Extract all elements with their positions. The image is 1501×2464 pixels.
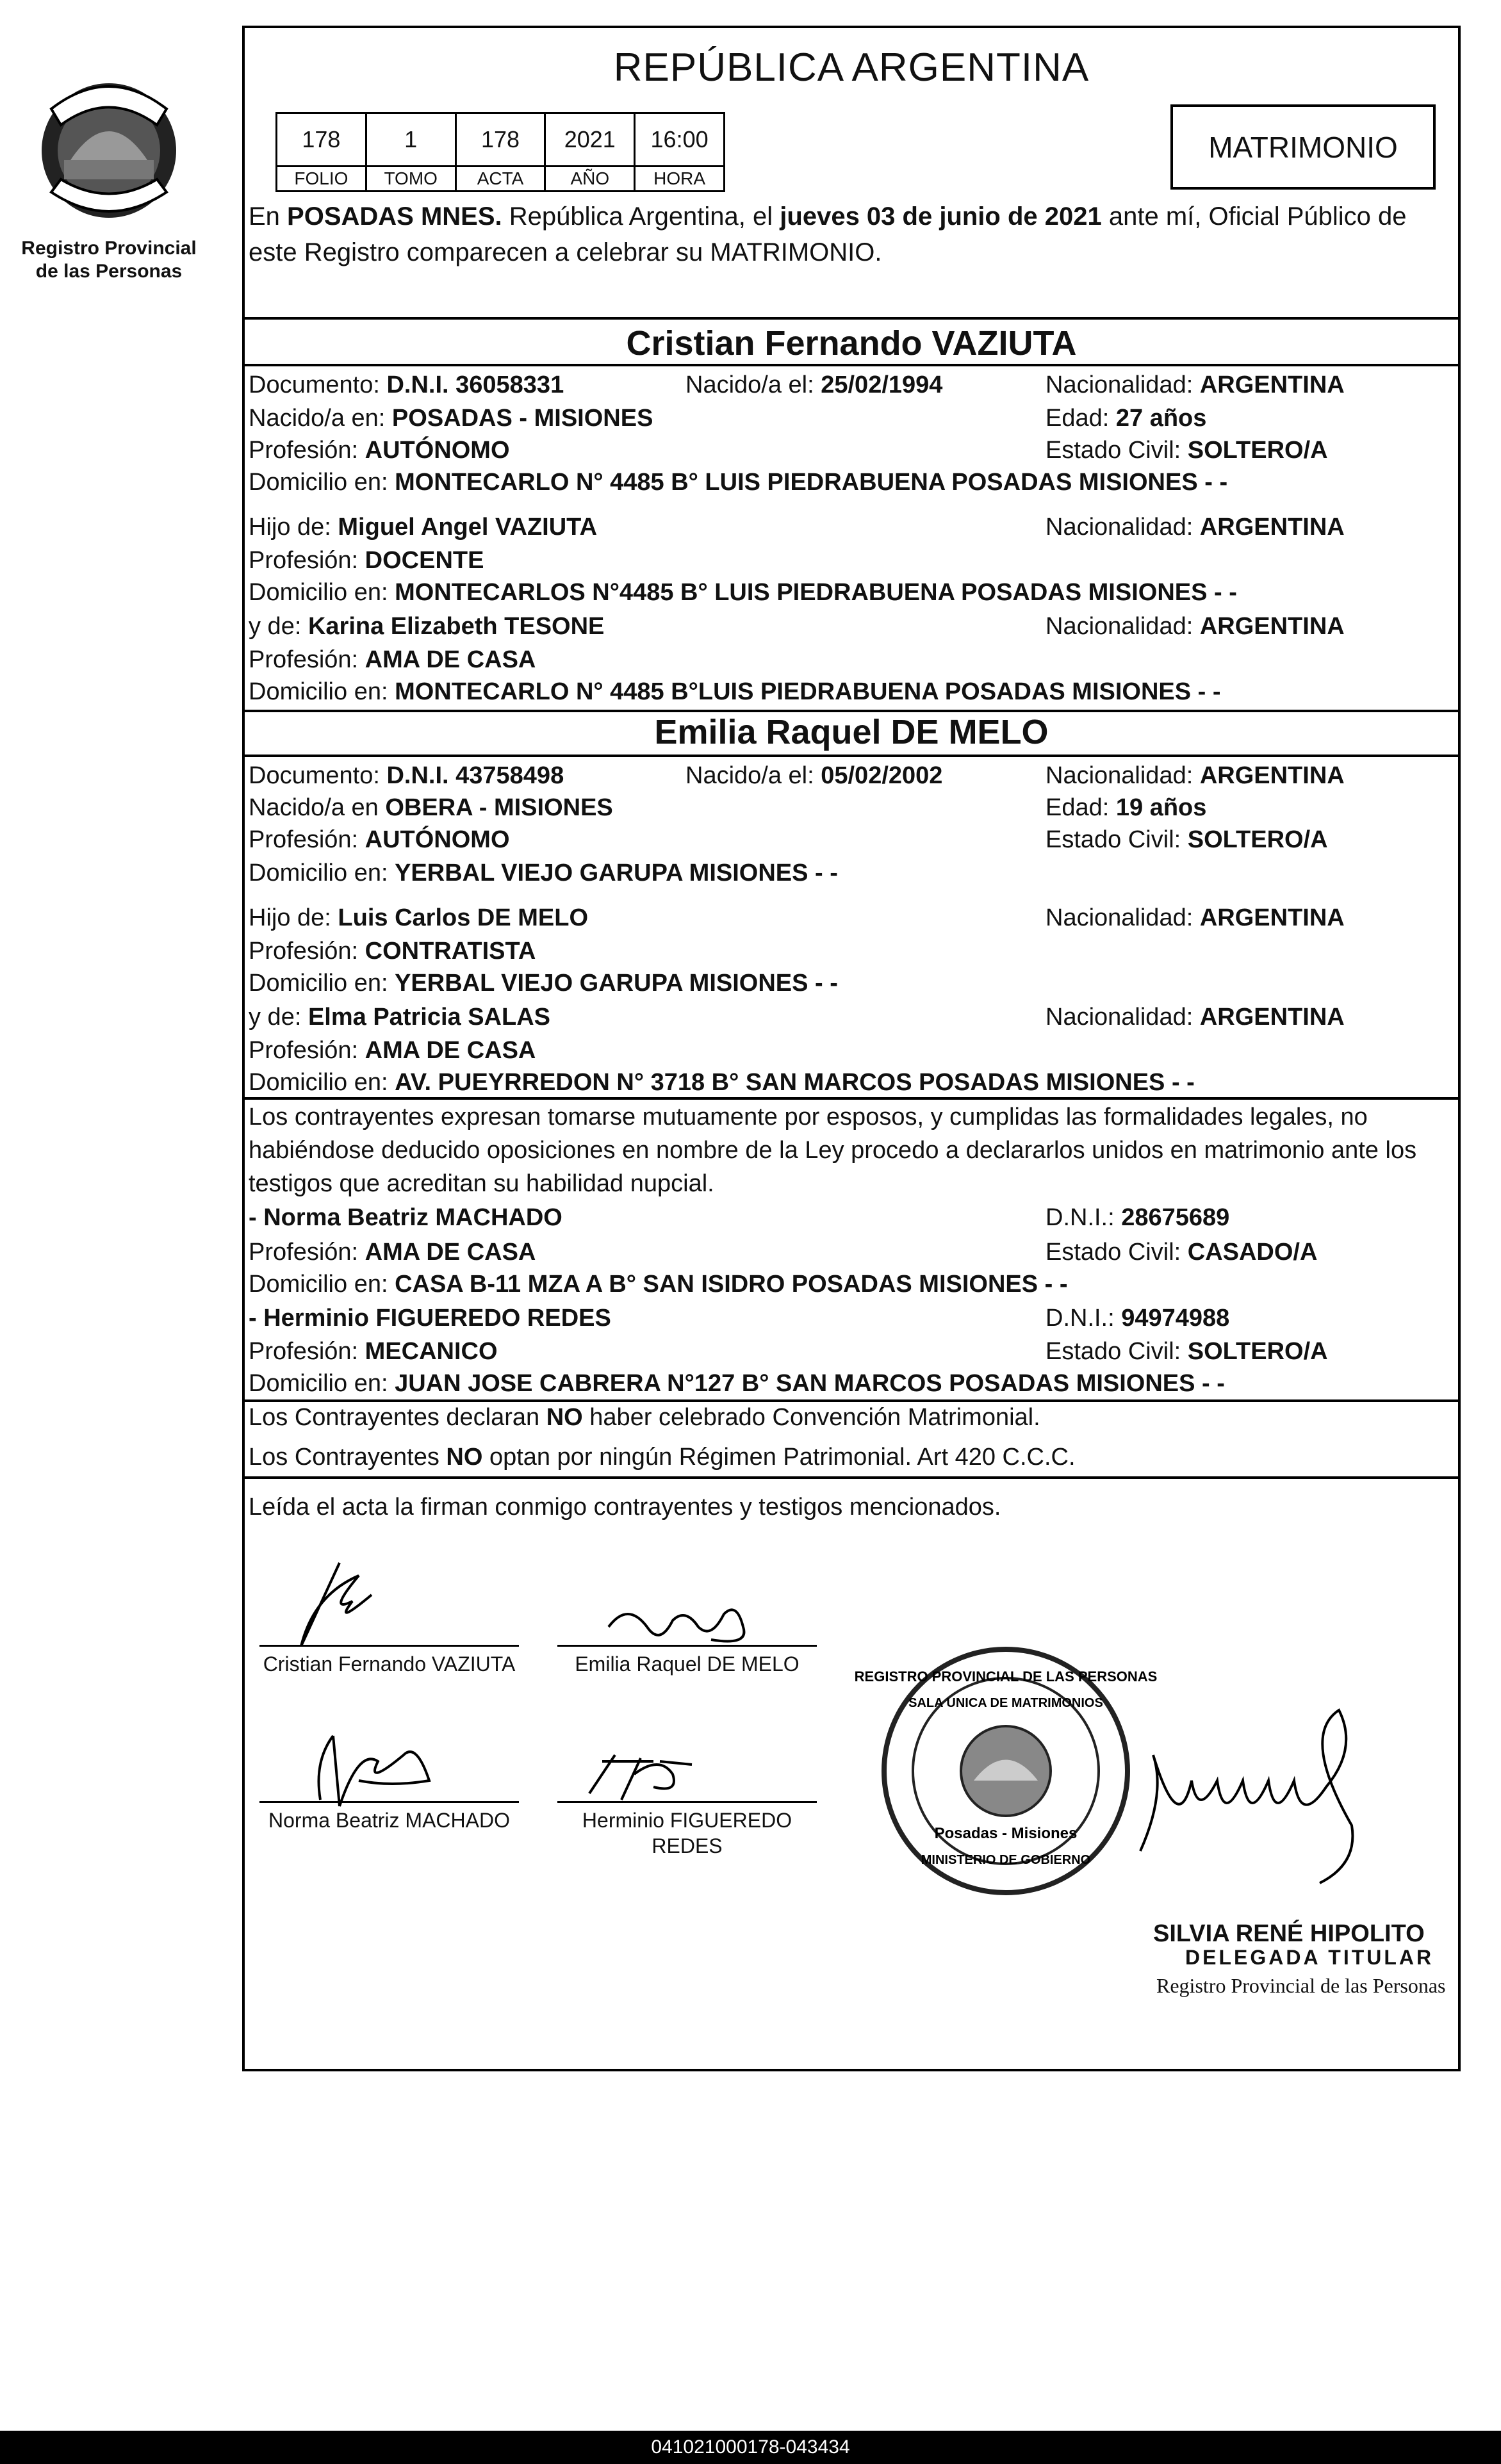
witness2-profesion: Profesión: MECANICO bbox=[249, 1338, 498, 1365]
witness1-profesion: Profesión: AMA DE CASA bbox=[249, 1239, 536, 1266]
signature-caption-spouse2: Emilia Raquel DE MELO bbox=[575, 1652, 800, 1676]
witness1-name: - Norma Beatriz MACHADO bbox=[249, 1204, 562, 1231]
spouse1-nacionalidad: Nacionalidad: ARGENTINA bbox=[1046, 371, 1345, 398]
spouse2-nacido-en: Nacido/a en OBERA - MISIONES bbox=[249, 794, 613, 821]
divider bbox=[242, 755, 1461, 757]
signature-witness2 bbox=[577, 1749, 705, 1809]
signature-caption-spouse1: Cristian Fernando VAZIUTA bbox=[263, 1652, 516, 1676]
spouse2-father-nacionalidad: Nacionalidad: ARGENTINA bbox=[1046, 904, 1345, 931]
spouse2-father-profesion: Profesión: CONTRATISTA bbox=[249, 938, 536, 965]
divider bbox=[242, 317, 1461, 320]
spouse2-nacido-el: Nacido/a el: 05/02/2002 bbox=[685, 762, 943, 789]
spouse1-name: Cristian Fernando VAZIUTA bbox=[626, 324, 1077, 363]
spouse1-mother: y de: Karina Elizabeth TESONE bbox=[249, 613, 605, 640]
officer-title: DELEGADA TITULAR bbox=[1185, 1946, 1434, 1969]
acta-cell: 178 ACTA bbox=[457, 114, 546, 190]
signature-line bbox=[259, 1801, 519, 1803]
spouse2-edad: Edad: 19 años bbox=[1046, 794, 1207, 821]
divider bbox=[242, 364, 1461, 366]
spouse1-nacido-el: Nacido/a el: 25/02/1994 bbox=[685, 371, 943, 398]
spouse1-mother-profesion: Profesión: AMA DE CASA bbox=[249, 646, 536, 673]
province-seal-logo bbox=[26, 64, 192, 231]
spouse2-father-domicilio: Domicilio en: YERBAL VIEJO GARUPA MISIONES - - bbox=[249, 970, 838, 997]
page-title: REPÚBLICA ARGENTINA bbox=[613, 45, 1090, 90]
witness1-dni: D.N.I.: 28675689 bbox=[1046, 1204, 1230, 1231]
spouse2-documento: Documento: D.N.I. 43758498 bbox=[249, 762, 564, 789]
spouse1-nacido-en: Nacido/a en: POSADAS - MISIONES bbox=[249, 405, 653, 432]
spouse2-estado-civil: Estado Civil: SOLTERO/A bbox=[1046, 826, 1328, 853]
spouse1-edad: Edad: 27 años bbox=[1046, 405, 1207, 432]
record-fields-table bbox=[275, 112, 725, 192]
divider bbox=[242, 1476, 1461, 1479]
spouse2-mother-domicilio: Domicilio en: AV. PUEYRREDON N° 3718 B° SAN MARCOS POSADAS MISIONES - - bbox=[249, 1069, 1195, 1096]
spouse1-documento: Documento: D.N.I. 36058331 bbox=[249, 371, 564, 398]
spouse1-mother-nacionalidad: Nacionalidad: ARGENTINA bbox=[1046, 613, 1345, 640]
svg-text:SALA UNICA DE MATRIMONIOS: SALA UNICA DE MATRIMONIOS bbox=[908, 1696, 1103, 1710]
witness1-domicilio: Domicilio en: CASA B-11 MZA A B° SAN ISIDRO POSADAS MISIONES - - bbox=[249, 1271, 1068, 1298]
spouse2-nacionalidad: Nacionalidad: ARGENTINA bbox=[1046, 762, 1345, 789]
witness2-dni: D.N.I.: 94974988 bbox=[1046, 1305, 1230, 1332]
regime-clause: Los Contrayentes NO optan por ningún Régimen Patrimonial. Art 420 C.C.C. bbox=[249, 1444, 1076, 1471]
barcode-footer: 041021000178-043434 bbox=[0, 2431, 1501, 2464]
signature-line bbox=[557, 1801, 817, 1803]
officer-name: SILVIA RENÉ HIPOLITO bbox=[1153, 1920, 1425, 1947]
closing-statement: Leída el acta la firman conmigo contrayentes y testigos mencionados. bbox=[249, 1494, 1001, 1521]
divider bbox=[242, 1399, 1461, 1402]
registry-label: Registro Provincial de las Personas bbox=[21, 238, 197, 282]
spouse1-father: Hijo de: Miguel Angel VAZIUTA bbox=[249, 514, 598, 541]
spouse1-father-nacionalidad: Nacionalidad: ARGENTINA bbox=[1046, 514, 1345, 541]
witness1-estado-civil: Estado Civil: CASADO/A bbox=[1046, 1239, 1318, 1266]
signature-caption-witness2: Herminio FIGUEREDO REDES bbox=[582, 1809, 792, 1857]
witness2-estado-civil: Estado Civil: SOLTERO/A bbox=[1046, 1338, 1328, 1365]
spouse2-mother-nacionalidad: Nacionalidad: ARGENTINA bbox=[1046, 1004, 1345, 1031]
officer-office: Registro Provincial de las Personas bbox=[1156, 1974, 1446, 1997]
spouse2-father: Hijo de: Luis Carlos DE MELO bbox=[249, 904, 589, 931]
spouse1-estado-civil: Estado Civil: SOLTERO/A bbox=[1046, 437, 1328, 464]
spouse1-mother-domicilio: Domicilio en: MONTECARLO N° 4485 B°LUIS PIEDRABUENA POSADAS MISIONES - - bbox=[249, 678, 1221, 705]
spouse1-father-domicilio: Domicilio en: MONTECARLOS N°4485 B° LUIS PIEDRABUENA POSADAS MISIONES - - bbox=[249, 579, 1237, 606]
svg-text:REGISTRO PROVINCIAL DE LAS PER: REGISTRO PROVINCIAL DE LAS PERSONAS bbox=[854, 1669, 1158, 1685]
signature-line bbox=[557, 1645, 817, 1647]
signature-spouse1 bbox=[263, 1556, 391, 1656]
spouse2-mother-profesion: Profesión: AMA DE CASA bbox=[249, 1037, 536, 1064]
spouse1-father-profesion: Profesión: DOCENTE bbox=[249, 547, 484, 574]
declaration-paragraph: Los contrayentes expresan tomarse mutuamente por esposos, y cumplidas las formalidades legales, no habiéndose deducido oposiciones en nombre de la Ley procedo a declararlos unidos en matrimonio ante los testigos que acreditan su habilidad nupcial. bbox=[249, 1104, 1417, 1197]
spouse2-mother: y de: Elma Patricia SALAS bbox=[249, 1004, 550, 1031]
hora-cell: 16:00 HORA bbox=[636, 114, 723, 190]
convention-clause: Los Contrayentes declaran NO haber celebrado Convención Matrimonial. bbox=[249, 1404, 1040, 1431]
svg-text:MINISTERIO DE GOBIERNO: MINISTERIO DE GOBIERNO bbox=[921, 1853, 1091, 1867]
signature-officer bbox=[1128, 1697, 1409, 1893]
spouse2-name: Emilia Raquel DE MELO bbox=[654, 713, 1049, 751]
spouse2-profesion: Profesión: AUTÓNOMO bbox=[249, 826, 510, 853]
witness2-domicilio: Domicilio en: JUAN JOSE CABRERA N°127 B° SAN MARCOS POSADAS MISIONES - - bbox=[249, 1370, 1225, 1397]
divider bbox=[242, 1097, 1461, 1100]
signature-line bbox=[259, 1645, 519, 1647]
spouse1-profesion: Profesión: AUTÓNOMO bbox=[249, 437, 510, 464]
folio-cell: 178 FOLIO bbox=[277, 114, 367, 190]
record-type-box: MATRIMONIO bbox=[1170, 104, 1436, 190]
spouse2-domicilio: Domicilio en: YERBAL VIEJO GARUPA MISIONES - - bbox=[249, 860, 838, 886]
tomo-cell: 1 TOMO bbox=[367, 114, 457, 190]
spouse1-domicilio: Domicilio en: MONTECARLO N° 4485 B° LUIS PIEDRABUENA POSADAS MISIONES - - bbox=[249, 469, 1228, 496]
intro-paragraph: En POSADAS MNES. República Argentina, el jueves 03 de junio de 2021 ante mí, Oficial Público de este Registro comparecen a celebrar su MATRIMONIO. bbox=[249, 202, 1407, 266]
witness2-name: - Herminio FIGUEREDO REDES bbox=[249, 1305, 611, 1332]
anio-cell: 2021 AÑO bbox=[546, 114, 636, 190]
official-stamp bbox=[854, 1643, 1158, 1902]
svg-text:Posadas - Misiones: Posadas - Misiones bbox=[934, 1825, 1078, 1842]
signature-caption-witness1: Norma Beatriz MACHADO bbox=[268, 1809, 510, 1832]
